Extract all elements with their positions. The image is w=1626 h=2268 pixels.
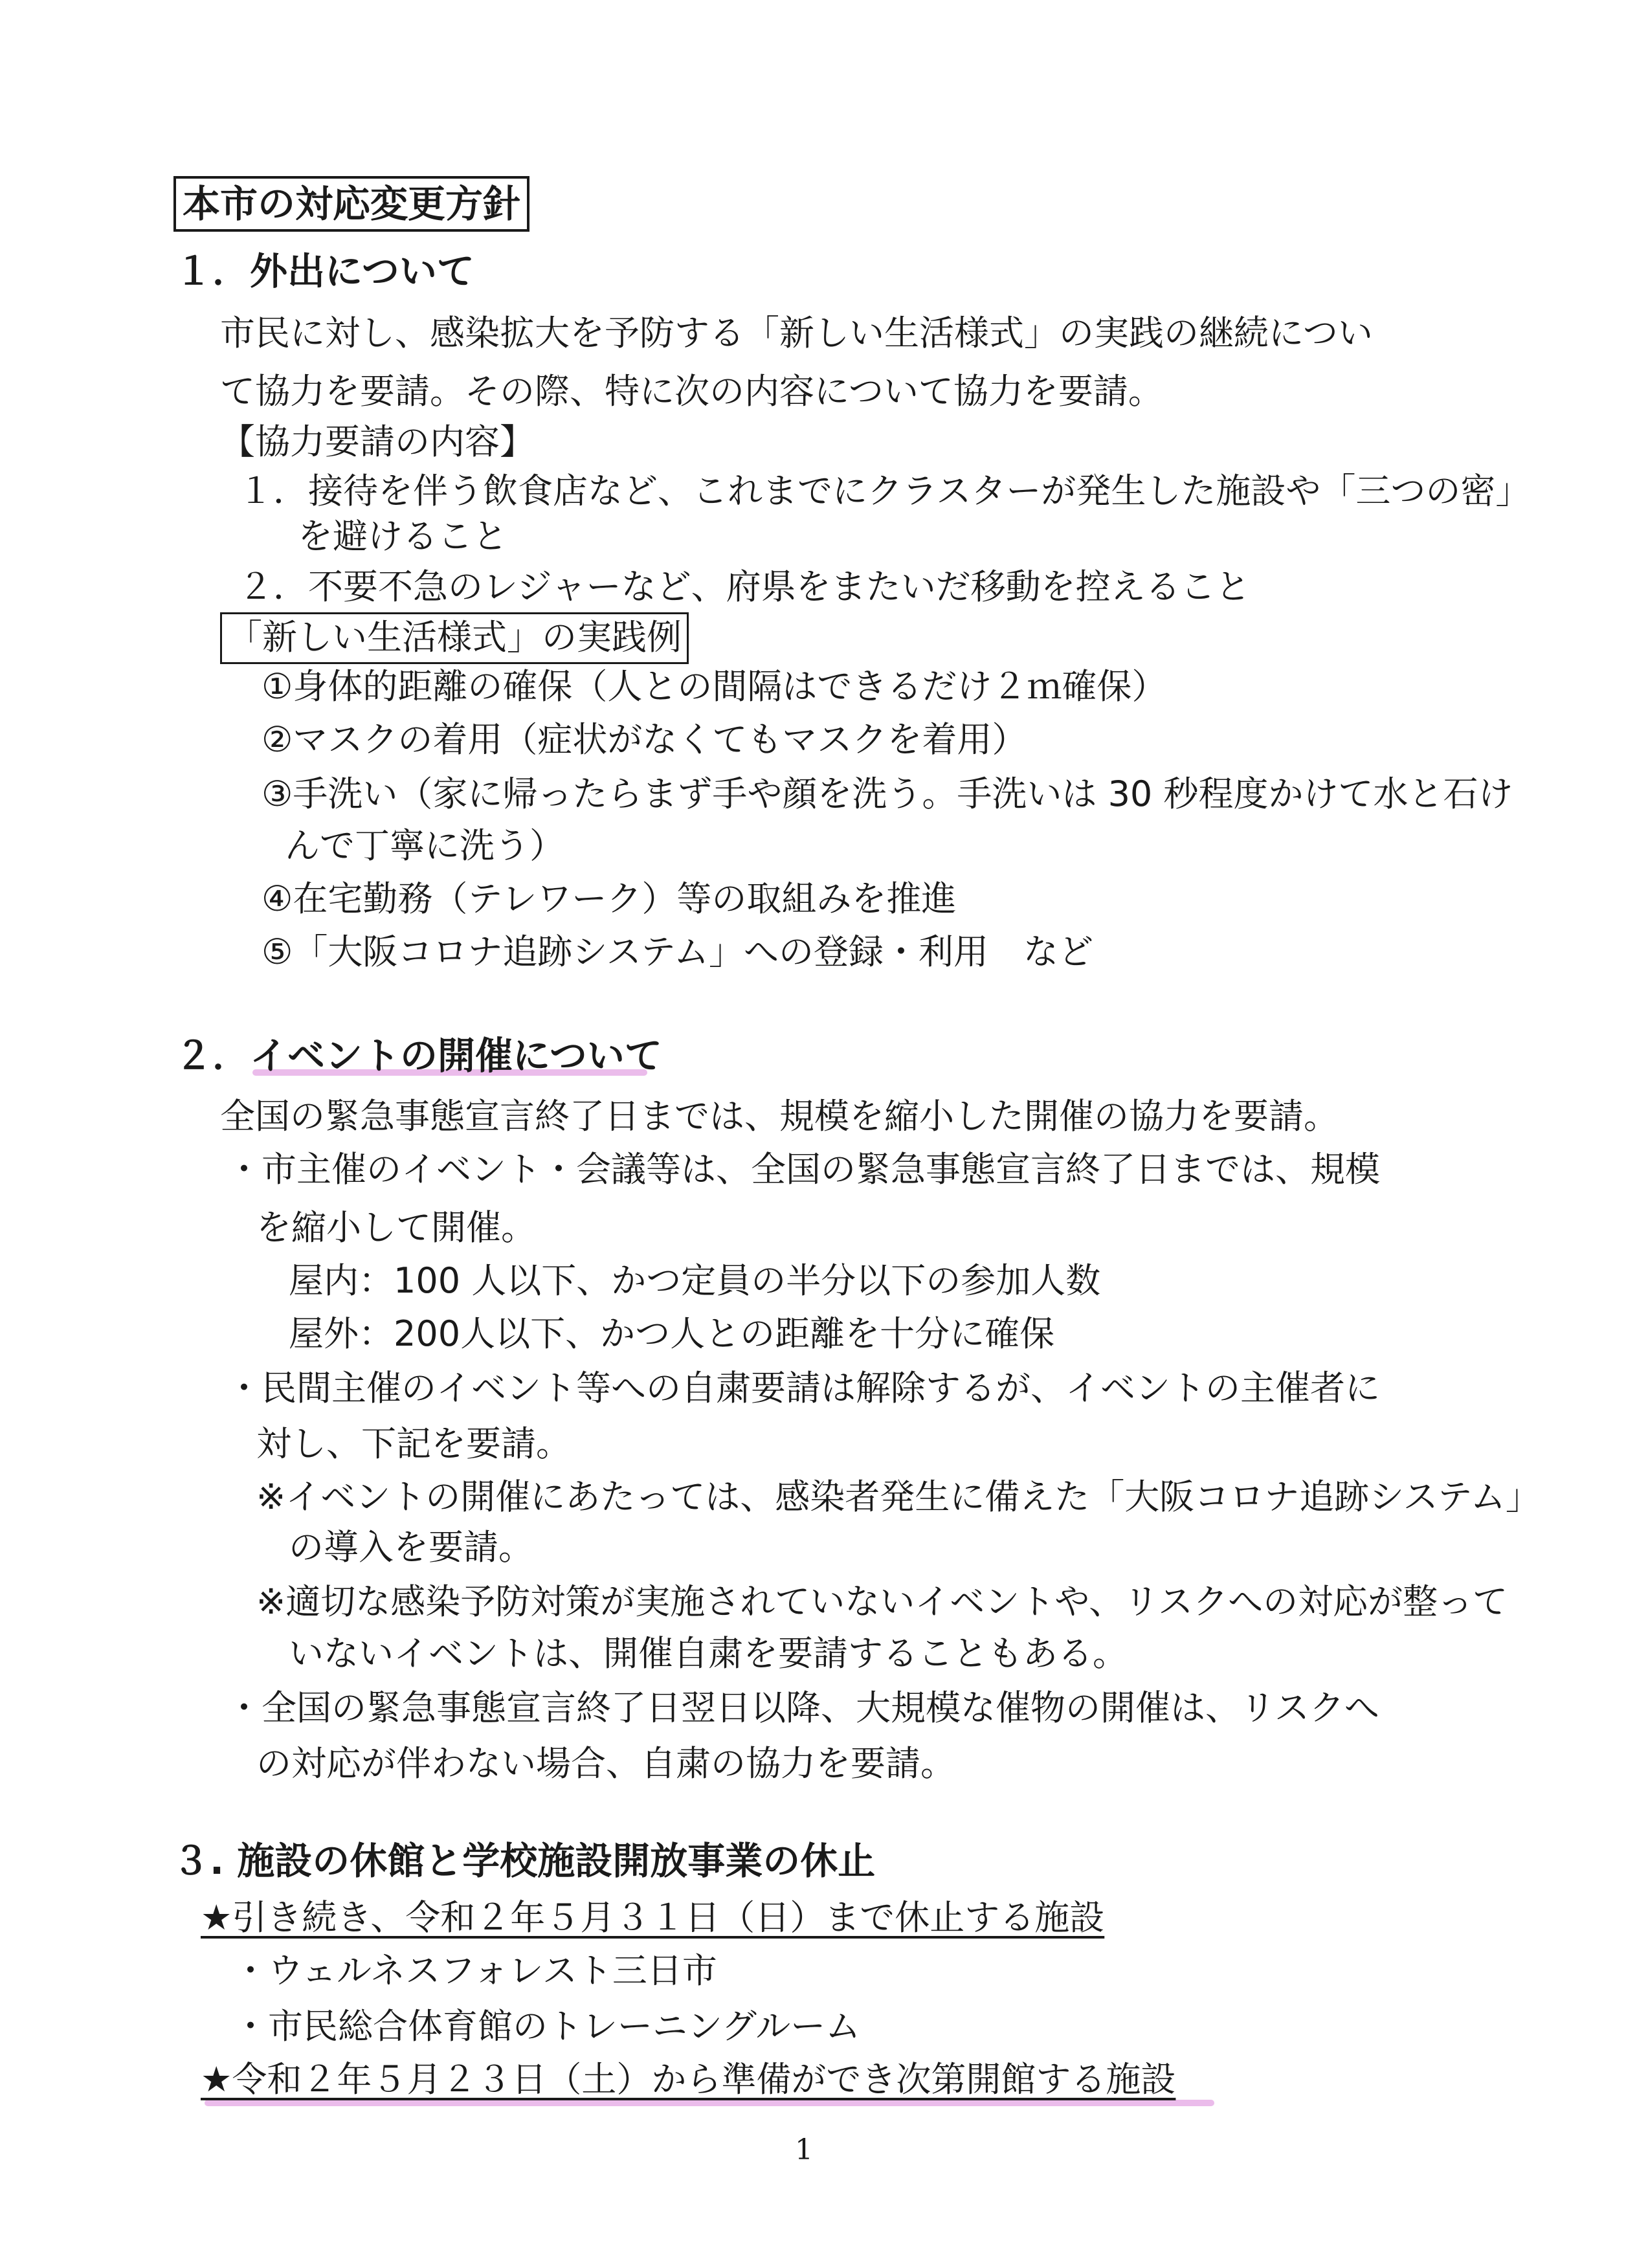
example-4: ④在宅勤務（テレワーク）等の取組みを推進 (262, 878, 957, 919)
example-2: ②マスクの着用（症状がなくてもマスクを着用） (262, 719, 1027, 760)
section2-bullet1-line1: ・市主催のイベント・会議等は、全国の緊急事態宣言終了日までは、規模 (227, 1149, 1380, 1190)
section3-heading: ３. 施設の休館と学校施設開放事業の休止 (172, 1839, 876, 1883)
example-5: ⑤「大阪コロナ追跡システム」への登録・利用 など (262, 931, 1094, 972)
request-item1-line1: １．接待を伴う飲食店など、これまでにクラスターが発生した施設や「三つの密」 (238, 471, 1531, 511)
example-3-line1: ③手洗い（家に帰ったらまず手や顔を洗う。手洗いは 30 秒程度かけて水と石け (262, 773, 1513, 814)
section2-bullet3-line2: の対応が伴わない場合、自粛の協力を要請。 (256, 1743, 955, 1784)
section2-bullet1-line2: を縮小して開催。 (256, 1207, 536, 1248)
closed-facility-1: ・ウェルネスフォレスト三日市 (233, 1950, 717, 1991)
page-title: 本市の対応変更方針 (173, 176, 529, 232)
section1-intro-line2: て協力を要請。その際、特に次の内容について協力を要請。 (220, 371, 1163, 412)
request-item2: ２．不要不急のレジャーなど、府県をまたいだ移動を控えること (238, 566, 1251, 607)
section2-bullet2-line1: ・民間主催のイベント等への自粛要請は解除するが、イベントの主催者に (227, 1368, 1380, 1408)
section2-heading: ２．イベントの開催について (175, 1034, 662, 1078)
note1-line1: ※イベントの開催にあたっては、感染者発生に備えた「大阪コロナ追跡システム」 (256, 1476, 1541, 1517)
section2-intro: 全国の緊急事態宣言終了日までは、規模を縮小した開催の協力を要請。 (220, 1096, 1339, 1137)
request-label: 【協力要請の内容】 (220, 421, 535, 462)
note2-line1: ※適切な感染予防対策が実施されていないイベントや、リスクへの対応が整って (256, 1581, 1508, 1622)
note2-line2: いないイベントは、開催自粛を要請することもある。 (289, 1633, 1128, 1674)
page-number: 1 (795, 2133, 813, 2166)
example-1: ①身体的距離の確保（人との間隔はできるだけ２ｍ確保） (262, 666, 1167, 707)
reopen-facilities-heading: ★令和２年５月２３日（土）から準備ができ次第開館する施設 (201, 2059, 1176, 2100)
indoor-limit: 屋内：100 人以下、かつ定員の半分以下の参加人数 (289, 1260, 1101, 1301)
closed-facility-2: ・市民総合体育館のトレーニングルーム (233, 2006, 861, 2047)
example-label: 「新しい生活様式」の実践例 (220, 612, 689, 664)
request-item1-line2: を避けること (298, 516, 507, 557)
section2-bullet2-line2: 対し、下記を要請。 (256, 1423, 571, 1464)
note1-line2: の導入を要請。 (289, 1527, 533, 1568)
section1-intro-line1: 市民に対し、感染拡大を予防する「新しい生活様式」の実践の継続につい (220, 313, 1373, 353)
example-3-line2: んで丁寧に洗う） (285, 825, 564, 866)
outdoor-limit: 屋外：200人以下、かつ人との距離を十分に確保 (289, 1313, 1055, 1354)
closed-facilities-heading: ★引き続き、令和２年５月３１日（日）まで休止する施設 (201, 1897, 1105, 1938)
section2-bullet3-line1: ・全国の緊急事態宣言終了日翌日以降、大規模な催物の開催は、リスクへ (227, 1687, 1379, 1728)
section1-heading: １．外出について (175, 249, 474, 293)
